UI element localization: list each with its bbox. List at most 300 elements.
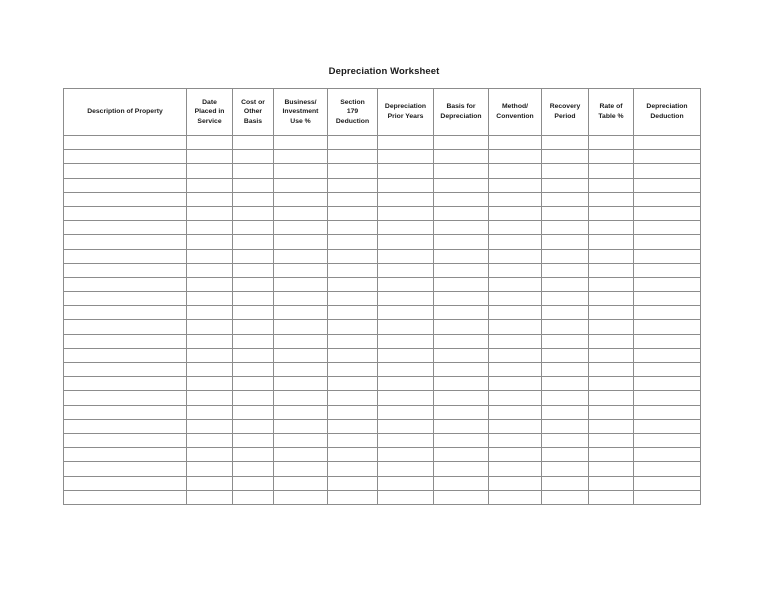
cell-rate_of_table_pct[interactable] [589,206,634,220]
cell-description[interactable] [64,433,187,447]
cell-section_179_deduction[interactable] [328,405,378,419]
cell-description[interactable] [64,306,187,320]
cell-recovery_period[interactable] [542,277,589,291]
cell-date_placed_in_service[interactable] [187,164,233,178]
cell-rate_of_table_pct[interactable] [589,377,634,391]
cell-section_179_deduction[interactable] [328,320,378,334]
cell-date_placed_in_service[interactable] [187,377,233,391]
cell-rate_of_table_pct[interactable] [589,306,634,320]
cell-depreciation_deduction[interactable] [634,277,701,291]
cell-cost_or_other_basis[interactable] [233,320,274,334]
cell-rate_of_table_pct[interactable] [589,249,634,263]
cell-date_placed_in_service[interactable] [187,277,233,291]
cell-description[interactable] [64,334,187,348]
cell-depreciation_deduction[interactable] [634,320,701,334]
cell-depreciation_deduction[interactable] [634,178,701,192]
cell-depreciation_prior_years[interactable] [378,334,434,348]
cell-depreciation_prior_years[interactable] [378,164,434,178]
cell-date_placed_in_service[interactable] [187,192,233,206]
cell-method_convention[interactable] [489,292,542,306]
cell-recovery_period[interactable] [542,348,589,362]
cell-cost_or_other_basis[interactable] [233,476,274,490]
cell-depreciation_deduction[interactable] [634,221,701,235]
cell-rate_of_table_pct[interactable] [589,178,634,192]
cell-description[interactable] [64,490,187,504]
cell-depreciation_deduction[interactable] [634,433,701,447]
cell-date_placed_in_service[interactable] [187,136,233,150]
cell-date_placed_in_service[interactable] [187,178,233,192]
cell-section_179_deduction[interactable] [328,277,378,291]
cell-rate_of_table_pct[interactable] [589,405,634,419]
cell-basis_for_depreciation[interactable] [434,320,489,334]
cell-date_placed_in_service[interactable] [187,448,233,462]
cell-basis_for_depreciation[interactable] [434,405,489,419]
cell-recovery_period[interactable] [542,433,589,447]
cell-basis_for_depreciation[interactable] [434,306,489,320]
cell-business_investment_use_pct[interactable] [274,206,328,220]
cell-section_179_deduction[interactable] [328,136,378,150]
cell-business_investment_use_pct[interactable] [274,292,328,306]
cell-depreciation_deduction[interactable] [634,263,701,277]
cell-business_investment_use_pct[interactable] [274,277,328,291]
column-header-line: Business/ [284,98,317,106]
cell-date_placed_in_service[interactable] [187,419,233,433]
cell-basis_for_depreciation[interactable] [434,136,489,150]
cell-cost_or_other_basis[interactable] [233,249,274,263]
cell-depreciation_deduction[interactable] [634,476,701,490]
table-row [64,277,701,291]
cell-recovery_period[interactable] [542,377,589,391]
cell-depreciation_prior_years[interactable] [378,363,434,377]
cell-section_179_deduction[interactable] [328,263,378,277]
cell-section_179_deduction[interactable] [328,178,378,192]
cell-cost_or_other_basis[interactable] [233,405,274,419]
cell-depreciation_deduction[interactable] [634,377,701,391]
cell-recovery_period[interactable] [542,235,589,249]
cell-depreciation_deduction[interactable] [634,164,701,178]
cell-description[interactable] [64,448,187,462]
cell-method_convention[interactable] [489,363,542,377]
cell-method_convention[interactable] [489,306,542,320]
cell-recovery_period[interactable] [542,306,589,320]
cell-recovery_period[interactable] [542,448,589,462]
cell-date_placed_in_service[interactable] [187,363,233,377]
cell-cost_or_other_basis[interactable] [233,306,274,320]
cell-depreciation_prior_years[interactable] [378,405,434,419]
cell-method_convention[interactable] [489,178,542,192]
cell-basis_for_depreciation[interactable] [434,292,489,306]
cell-depreciation_deduction[interactable] [634,306,701,320]
cell-depreciation_prior_years[interactable] [378,292,434,306]
cell-date_placed_in_service[interactable] [187,249,233,263]
cell-method_convention[interactable] [489,334,542,348]
cell-recovery_period[interactable] [542,136,589,150]
cell-depreciation_deduction[interactable] [634,391,701,405]
cell-depreciation_deduction[interactable] [634,490,701,504]
cell-business_investment_use_pct[interactable] [274,348,328,362]
cell-date_placed_in_service[interactable] [187,348,233,362]
cell-description[interactable] [64,221,187,235]
cell-description[interactable] [64,363,187,377]
cell-section_179_deduction[interactable] [328,462,378,476]
cell-basis_for_depreciation[interactable] [434,221,489,235]
table-row [64,292,701,306]
cell-basis_for_depreciation[interactable] [434,178,489,192]
cell-method_convention[interactable] [489,150,542,164]
cell-cost_or_other_basis[interactable] [233,448,274,462]
cell-basis_for_depreciation[interactable] [434,391,489,405]
cell-cost_or_other_basis[interactable] [233,334,274,348]
cell-section_179_deduction[interactable] [328,448,378,462]
cell-method_convention[interactable] [489,448,542,462]
cell-depreciation_prior_years[interactable] [378,192,434,206]
cell-recovery_period[interactable] [542,221,589,235]
cell-basis_for_depreciation[interactable] [434,476,489,490]
cell-method_convention[interactable] [489,462,542,476]
cell-depreciation_prior_years[interactable] [378,150,434,164]
cell-section_179_deduction[interactable] [328,150,378,164]
cell-rate_of_table_pct[interactable] [589,348,634,362]
cell-date_placed_in_service[interactable] [187,263,233,277]
cell-recovery_period[interactable] [542,363,589,377]
cell-section_179_deduction[interactable] [328,334,378,348]
cell-basis_for_depreciation[interactable] [434,490,489,504]
cell-section_179_deduction[interactable] [328,192,378,206]
cell-method_convention[interactable] [489,249,542,263]
column-header-line: Date [202,98,217,106]
cell-cost_or_other_basis[interactable] [233,391,274,405]
cell-recovery_period[interactable] [542,320,589,334]
cell-method_convention[interactable] [489,348,542,362]
cell-basis_for_depreciation[interactable] [434,462,489,476]
cell-recovery_period[interactable] [542,391,589,405]
cell-depreciation_prior_years[interactable] [378,249,434,263]
cell-cost_or_other_basis[interactable] [233,150,274,164]
table-row [64,334,701,348]
cell-method_convention[interactable] [489,221,542,235]
cell-business_investment_use_pct[interactable] [274,320,328,334]
cell-section_179_deduction[interactable] [328,164,378,178]
cell-section_179_deduction[interactable] [328,391,378,405]
cell-description[interactable] [64,206,187,220]
cell-section_179_deduction[interactable] [328,348,378,362]
cell-date_placed_in_service[interactable] [187,206,233,220]
cell-method_convention[interactable] [489,164,542,178]
cell-method_convention[interactable] [489,136,542,150]
cell-depreciation_prior_years[interactable] [378,462,434,476]
cell-date_placed_in_service[interactable] [187,320,233,334]
cell-rate_of_table_pct[interactable] [589,150,634,164]
cell-business_investment_use_pct[interactable] [274,150,328,164]
cell-recovery_period[interactable] [542,206,589,220]
cell-cost_or_other_basis[interactable] [233,363,274,377]
cell-method_convention[interactable] [489,476,542,490]
cell-cost_or_other_basis[interactable] [233,164,274,178]
cell-business_investment_use_pct[interactable] [274,377,328,391]
cell-basis_for_depreciation[interactable] [434,419,489,433]
cell-section_179_deduction[interactable] [328,377,378,391]
cell-method_convention[interactable] [489,263,542,277]
cell-business_investment_use_pct[interactable] [274,178,328,192]
cell-depreciation_deduction[interactable] [634,363,701,377]
cell-recovery_period[interactable] [542,263,589,277]
cell-description[interactable] [64,277,187,291]
cell-rate_of_table_pct[interactable] [589,490,634,504]
cell-method_convention[interactable] [489,277,542,291]
cell-cost_or_other_basis[interactable] [233,490,274,504]
cell-description[interactable] [64,377,187,391]
cell-business_investment_use_pct[interactable] [274,136,328,150]
cell-rate_of_table_pct[interactable] [589,334,634,348]
cell-method_convention[interactable] [489,419,542,433]
cell-depreciation_prior_years[interactable] [378,377,434,391]
table-row [64,235,701,249]
cell-depreciation_prior_years[interactable] [378,433,434,447]
cell-recovery_period[interactable] [542,476,589,490]
cell-date_placed_in_service[interactable] [187,433,233,447]
cell-description[interactable] [64,292,187,306]
cell-business_investment_use_pct[interactable] [274,462,328,476]
cell-date_placed_in_service[interactable] [187,476,233,490]
cell-business_investment_use_pct[interactable] [274,476,328,490]
cell-rate_of_table_pct[interactable] [589,419,634,433]
table-row [64,405,701,419]
cell-recovery_period[interactable] [542,164,589,178]
cell-depreciation_prior_years[interactable] [378,391,434,405]
cell-basis_for_depreciation[interactable] [434,377,489,391]
cell-basis_for_depreciation[interactable] [434,235,489,249]
cell-description[interactable] [64,164,187,178]
cell-description[interactable] [64,136,187,150]
cell-recovery_period[interactable] [542,334,589,348]
cell-recovery_period[interactable] [542,150,589,164]
cell-description[interactable] [64,320,187,334]
cell-rate_of_table_pct[interactable] [589,391,634,405]
cell-depreciation_deduction[interactable] [634,150,701,164]
cell-date_placed_in_service[interactable] [187,150,233,164]
cell-section_179_deduction[interactable] [328,221,378,235]
cell-rate_of_table_pct[interactable] [589,448,634,462]
cell-depreciation_deduction[interactable] [634,136,701,150]
cell-description[interactable] [64,249,187,263]
cell-recovery_period[interactable] [542,462,589,476]
cell-business_investment_use_pct[interactable] [274,164,328,178]
cell-date_placed_in_service[interactable] [187,306,233,320]
cell-section_179_deduction[interactable] [328,292,378,306]
cell-depreciation_deduction[interactable] [634,334,701,348]
cell-business_investment_use_pct[interactable] [274,363,328,377]
cell-basis_for_depreciation[interactable] [434,249,489,263]
cell-basis_for_depreciation[interactable] [434,206,489,220]
cell-rate_of_table_pct[interactable] [589,136,634,150]
cell-method_convention[interactable] [489,405,542,419]
cell-depreciation_prior_years[interactable] [378,206,434,220]
cell-basis_for_depreciation[interactable] [434,433,489,447]
cell-date_placed_in_service[interactable] [187,490,233,504]
cell-rate_of_table_pct[interactable] [589,433,634,447]
page-title: Depreciation Worksheet [328,66,440,77]
cell-depreciation_prior_years[interactable] [378,221,434,235]
cell-section_179_deduction[interactable] [328,306,378,320]
cell-depreciation_deduction[interactable] [634,462,701,476]
cell-depreciation_deduction[interactable] [634,192,701,206]
cell-date_placed_in_service[interactable] [187,221,233,235]
cell-method_convention[interactable] [489,320,542,334]
cell-basis_for_depreciation[interactable] [434,192,489,206]
cell-rate_of_table_pct[interactable] [589,221,634,235]
cell-depreciation_prior_years[interactable] [378,277,434,291]
cell-depreciation_deduction[interactable] [634,235,701,249]
cell-description[interactable] [64,391,187,405]
cell-business_investment_use_pct[interactable] [274,490,328,504]
cell-depreciation_prior_years[interactable] [378,178,434,192]
cell-depreciation_prior_years[interactable] [378,448,434,462]
cell-business_investment_use_pct[interactable] [274,448,328,462]
cell-rate_of_table_pct[interactable] [589,462,634,476]
cell-depreciation_prior_years[interactable] [378,348,434,362]
cell-basis_for_depreciation[interactable] [434,164,489,178]
cell-method_convention[interactable] [489,433,542,447]
cell-description[interactable] [64,235,187,249]
cell-business_investment_use_pct[interactable] [274,433,328,447]
column-header-line: Convention [496,113,534,120]
cell-depreciation_deduction[interactable] [634,405,701,419]
column-header-line: Period [554,113,576,120]
cell-depreciation_prior_years[interactable] [378,263,434,277]
cell-recovery_period[interactable] [542,292,589,306]
cell-rate_of_table_pct[interactable] [589,277,634,291]
cell-basis_for_depreciation[interactable] [434,448,489,462]
cell-business_investment_use_pct[interactable] [274,249,328,263]
cell-depreciation_prior_years[interactable] [378,419,434,433]
cell-method_convention[interactable] [489,235,542,249]
table-row [64,164,701,178]
cell-rate_of_table_pct[interactable] [589,263,634,277]
cell-cost_or_other_basis[interactable] [233,192,274,206]
cell-depreciation_deduction[interactable] [634,249,701,263]
table-row [64,249,701,263]
cell-section_179_deduction[interactable] [328,419,378,433]
cell-section_179_deduction[interactable] [328,363,378,377]
cell-rate_of_table_pct[interactable] [589,363,634,377]
cell-depreciation_deduction[interactable] [634,348,701,362]
cell-recovery_period[interactable] [542,192,589,206]
cell-basis_for_depreciation[interactable] [434,263,489,277]
cell-cost_or_other_basis[interactable] [233,221,274,235]
cell-section_179_deduction[interactable] [328,490,378,504]
cell-depreciation_prior_years[interactable] [378,490,434,504]
cell-depreciation_prior_years[interactable] [378,235,434,249]
cell-date_placed_in_service[interactable] [187,292,233,306]
cell-description[interactable] [64,178,187,192]
cell-description[interactable] [64,462,187,476]
cell-depreciation_deduction[interactable] [634,206,701,220]
cell-description[interactable] [64,476,187,490]
cell-rate_of_table_pct[interactable] [589,292,634,306]
cell-depreciation_deduction[interactable] [634,448,701,462]
cell-method_convention[interactable] [489,391,542,405]
cell-date_placed_in_service[interactable] [187,391,233,405]
cell-depreciation_prior_years[interactable] [378,136,434,150]
cell-business_investment_use_pct[interactable] [274,192,328,206]
cell-depreciation_prior_years[interactable] [378,306,434,320]
cell-section_179_deduction[interactable] [328,249,378,263]
cell-date_placed_in_service[interactable] [187,334,233,348]
cell-cost_or_other_basis[interactable] [233,136,274,150]
cell-section_179_deduction[interactable] [328,433,378,447]
cell-method_convention[interactable] [489,377,542,391]
cell-section_179_deduction[interactable] [328,206,378,220]
cell-description[interactable] [64,419,187,433]
cell-business_investment_use_pct[interactable] [274,221,328,235]
cell-business_investment_use_pct[interactable] [274,419,328,433]
cell-cost_or_other_basis[interactable] [233,235,274,249]
cell-cost_or_other_basis[interactable] [233,462,274,476]
cell-method_convention[interactable] [489,206,542,220]
table-row [64,306,701,320]
cell-depreciation_prior_years[interactable] [378,320,434,334]
cell-cost_or_other_basis[interactable] [233,178,274,192]
cell-business_investment_use_pct[interactable] [274,263,328,277]
cell-rate_of_table_pct[interactable] [589,164,634,178]
cell-business_investment_use_pct[interactable] [274,306,328,320]
cell-date_placed_in_service[interactable] [187,235,233,249]
cell-cost_or_other_basis[interactable] [233,419,274,433]
cell-section_179_deduction[interactable] [328,235,378,249]
cell-recovery_period[interactable] [542,405,589,419]
cell-description[interactable] [64,150,187,164]
cell-rate_of_table_pct[interactable] [589,476,634,490]
cell-method_convention[interactable] [489,192,542,206]
cell-basis_for_depreciation[interactable] [434,277,489,291]
cell-cost_or_other_basis[interactable] [233,292,274,306]
cell-recovery_period[interactable] [542,419,589,433]
cell-recovery_period[interactable] [542,249,589,263]
cell-description[interactable] [64,405,187,419]
cell-cost_or_other_basis[interactable] [233,277,274,291]
cell-section_179_deduction[interactable] [328,476,378,490]
cell-cost_or_other_basis[interactable] [233,206,274,220]
cell-date_placed_in_service[interactable] [187,405,233,419]
cell-business_investment_use_pct[interactable] [274,391,328,405]
cell-basis_for_depreciation[interactable] [434,334,489,348]
cell-rate_of_table_pct[interactable] [589,192,634,206]
cell-cost_or_other_basis[interactable] [233,348,274,362]
cell-business_investment_use_pct[interactable] [274,405,328,419]
cell-basis_for_depreciation[interactable] [434,363,489,377]
cell-method_convention[interactable] [489,490,542,504]
cell-depreciation_deduction[interactable] [634,292,701,306]
cell-recovery_period[interactable] [542,178,589,192]
cell-basis_for_depreciation[interactable] [434,150,489,164]
cell-business_investment_use_pct[interactable] [274,235,328,249]
cell-cost_or_other_basis[interactable] [233,433,274,447]
cell-description[interactable] [64,348,187,362]
cell-business_investment_use_pct[interactable] [274,334,328,348]
cell-cost_or_other_basis[interactable] [233,263,274,277]
cell-basis_for_depreciation[interactable] [434,348,489,362]
cell-date_placed_in_service[interactable] [187,462,233,476]
cell-rate_of_table_pct[interactable] [589,320,634,334]
cell-description[interactable] [64,263,187,277]
cell-rate_of_table_pct[interactable] [589,235,634,249]
cell-description[interactable] [64,192,187,206]
cell-depreciation_deduction[interactable] [634,419,701,433]
cell-depreciation_prior_years[interactable] [378,476,434,490]
cell-cost_or_other_basis[interactable] [233,377,274,391]
cell-recovery_period[interactable] [542,490,589,504]
table-row [64,178,701,192]
